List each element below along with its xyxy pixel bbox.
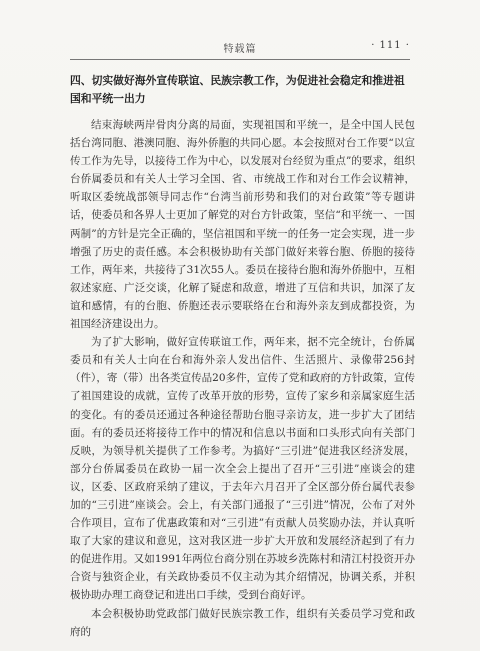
section-heading: 四、切实做好海外宣传联谊、民族宗教工作，为促进社会稳定和推进祖国和平统一出力 [70, 74, 405, 105]
page-number: · 111 · [371, 40, 410, 51]
header-rule [70, 59, 410, 60]
document-body [70, 72, 415, 641]
paragraph-3: 本会积极协助党政部门做好民族宗教工作，组织有关委员学习党和政府的 [70, 607, 415, 638]
paragraph-2: 为了扩大影响，做好宣传联谊工作，两年来，据不完全统计，台侨属委员和有关人士向在台和海外亲人发出信件、生活照片、录像带256封（件），寄（带）出各类宣传品20多件，宣传了党和政府的方针政策，宣传了祖国建设的成就，宣传了改革开放的形势，宣传了家乡和亲属家庭生活的变化。有的委员还通过各种途径帮助台胞寻亲访友，进一步扩大了团结面。有的委员还将接待工作中的情况和信息以书面和口头形式向有关部门反映，为领导机关提供了工作参考。为搞好“三引进”促进我区经济发展，部分台侨属委员在政协一届一次全会上提出了召开“三引进”座谈会的建议，区委、区政府采纳了建议，于去年六月召开了全区部分侨台属代表参加的“三引进”座谈会。会上，有关部门通报了“三引进”情况，公布了对外合作项目，宣布了优惠政策和对“三引进”有贡献人员奖励办法，并认真听取了大家的建议和意见，这对我区进一步扩大开放和发展经济起到了有力的促进作用。又如1991年两位台商分别在苏坡乡洗陈村和清江村投资开办合资与独资企业，有关政协委员不仅主动为其介绍情况，协调关系，并积极协助办理工商登记和进出口手续，受到台商好评。 [70, 336, 415, 602]
section-title: 特载篇 [223, 44, 257, 55]
paragraph-1: 结束海峡两岸骨肉分离的局面，实现祖国和平统一，是全中国人民包括台湾同胞、港澳同胞、海外侨胞的共同心愿。本会按照对台工作要“以宣传工作为先导，以接待工作为中心，以发展对台经贸为重点”的要求，组织台侨属委员和有关人士学习全国、省、市统战工作和对台工作会议精神，听取区委统战部领导同志作“台湾当前形势和我们的对台政策”等专题讲话，使委员和各界人士更加了解党的对台方针政策，坚信“和平统一、一国两制”的方针是完全正确的，坚信祖国和平统一的任务一定会实现，进一步增强了历史的责任感。本会积极协助有关部门做好来蓉台胞、侨胞的接待工作，两年来，共接待了31次55人。委员在接待台胞和海外侨胞中，互相叙述家庭、广泛交谈，化解了疑虑和敌意，增进了互信和共识，加深了友谊和感情，有的台胞、侨胞还表示要联络在台和海外亲友到成都投资，为祖国经济建设出力。 [70, 119, 415, 331]
running-head [70, 40, 410, 56]
